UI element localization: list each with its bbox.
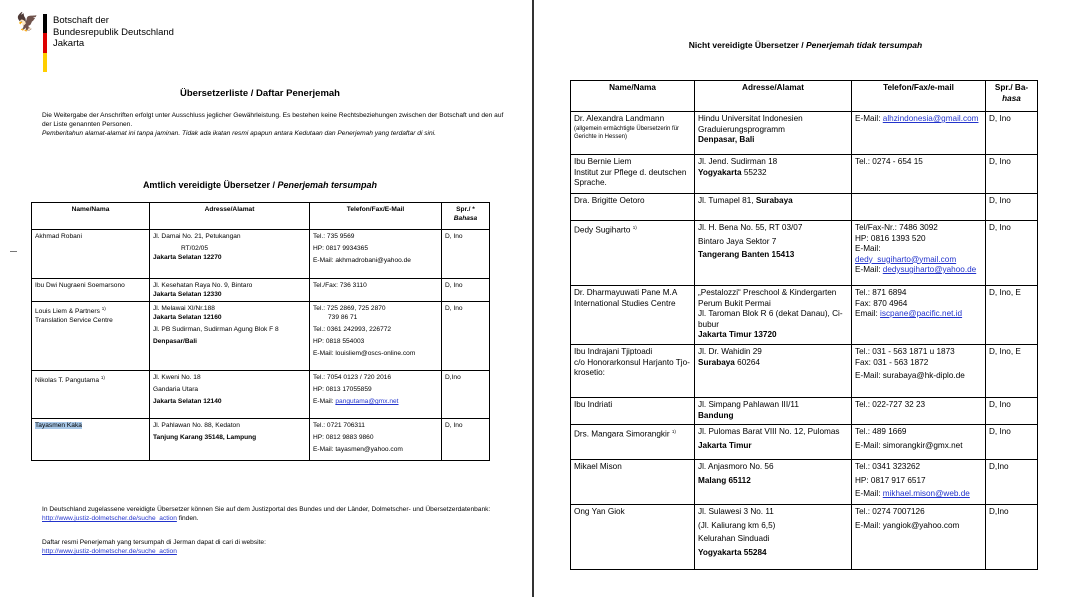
federal-eagle-icon: 🦅 xyxy=(16,12,39,32)
cell-name: Ong Yan Giok xyxy=(571,505,695,570)
embassy-line: Botschaft der xyxy=(53,15,109,26)
section-title-id: Penerjemah tersumpah xyxy=(277,180,378,190)
header-contact: Telefon/Fax/E-Mail xyxy=(310,203,442,230)
address-line: RT/02/05 xyxy=(181,245,209,252)
cell-contact xyxy=(852,460,986,505)
cell-language: D, Ino xyxy=(442,419,490,461)
email-link[interactable]: iscpane@pacific.net.id xyxy=(880,309,963,318)
cell-name xyxy=(571,112,695,155)
cell-contact xyxy=(310,419,442,461)
left-document-page xyxy=(0,0,520,597)
justiz-portal-link[interactable]: http://www.justiz-dolmetscher.de/suche_action xyxy=(42,548,177,555)
phone: Tel.: 725 2869, 725 2870 xyxy=(313,305,386,312)
phone: Tel.: 489 1669 xyxy=(855,427,907,436)
postal-code: 60264 xyxy=(737,357,760,367)
table-row xyxy=(571,194,1038,221)
address-city: Malang 65112 xyxy=(698,475,751,485)
address-city: Denpasar, Bali xyxy=(698,135,755,144)
header-language-2: hasa xyxy=(1002,93,1021,103)
address-city: Jakarta Selatan 12140 xyxy=(153,398,222,405)
address-line: (Jl. Kaliurang km 6,5) xyxy=(698,520,776,530)
footer-indonesian xyxy=(42,538,512,556)
section-title-de: Amtlich vereidigte Übersetzer / xyxy=(142,180,275,190)
address-line: Jl. PB Sudirman, Sudirman Agung Blok F 8 xyxy=(153,326,279,333)
address-line: Jl. Sulawesi 3 No. 11 xyxy=(698,507,774,516)
cell-contact: Tel.: 022-727 32 23 xyxy=(852,398,986,425)
email-link[interactable]: mikhael.mison@web.de xyxy=(882,489,970,498)
cell-address xyxy=(695,460,852,505)
section-title xyxy=(540,40,1071,50)
header-contact: Telefon/Fax/e-mail xyxy=(852,81,986,112)
header-language-1: Spr./ * xyxy=(456,206,475,213)
table-row xyxy=(32,302,490,371)
cell-address xyxy=(695,505,852,570)
cell-language: D, Ino xyxy=(986,221,1038,286)
cell-language: D,Ino xyxy=(442,371,490,419)
cell-name xyxy=(32,371,150,419)
table-row xyxy=(32,371,490,419)
cell-language: D, Ino xyxy=(442,279,490,302)
email-label: Email: xyxy=(855,309,878,318)
header-language xyxy=(442,203,490,230)
cell-address xyxy=(695,221,852,286)
email: E-Mail: yangiok@yahoo.com xyxy=(855,520,960,530)
cell-language: D, Ino, E xyxy=(986,345,1038,398)
cell-contact xyxy=(852,286,986,345)
address-city: Jakarta Timur xyxy=(698,440,752,450)
cell-name xyxy=(32,302,150,371)
embassy-header xyxy=(53,15,174,50)
address-city: Yogyakarta 55284 xyxy=(698,547,767,557)
table-row xyxy=(571,112,1038,155)
table-header-row xyxy=(571,81,1038,112)
table-row xyxy=(571,286,1038,345)
cell-contact: Tel.: 0274 - 654 15 xyxy=(852,155,986,194)
name-line: Drs. Mangara Simorangkir xyxy=(574,429,670,439)
cell-address xyxy=(150,230,310,279)
name-line: Louis Liem & Partners xyxy=(35,308,100,316)
cell-contact xyxy=(852,112,986,155)
cell-contact xyxy=(852,345,986,398)
email: E-Mail: akhmadrobani@yahoo.de xyxy=(313,257,411,264)
cell-name xyxy=(571,155,695,194)
address-city: Tanjung Karang 35148, Lampung xyxy=(153,434,257,441)
footer-text: Daftar resmi Penerjemah yang tersumpah di Jerman dapat di cari di website: xyxy=(42,539,266,546)
table-row xyxy=(571,155,1038,194)
email-link[interactable]: dedysugiharto@yahoo.de xyxy=(882,265,977,274)
name-line: Nikolas T. Pangutama xyxy=(35,377,100,385)
footnote-mark: 1) xyxy=(100,375,105,380)
intro-german: Die Weitergabe der Anschriften erfolgt unter Ausschluss jeglicher Gewährleistung. Es bestehen keine Rechtsbeziehungen zwischen der Botschaft und den auf der Liste genannten Personen. xyxy=(42,112,504,128)
table-row xyxy=(32,230,490,279)
cell-address xyxy=(695,286,852,345)
address-line: Jl. Melawai XI/Nr.188 xyxy=(153,305,215,312)
cell-address xyxy=(695,425,852,460)
address-city: Surabaya xyxy=(755,196,793,205)
address-line: Graduierungsprogramm xyxy=(698,124,785,134)
cell-contact xyxy=(852,221,986,286)
mobile: HP: 0812 9883 9860 xyxy=(313,434,374,441)
address-line: Perum Bukit Permai xyxy=(698,298,771,308)
cell-contact xyxy=(852,505,986,570)
address-line: Jl. Damai No. 21, Petukangan xyxy=(153,233,241,240)
name-line: Dr. Alexandra Landmann xyxy=(574,114,665,123)
phone: Tel/Fax-Nr.: 7486 3092 xyxy=(855,223,938,232)
section-title-id: Penerjemah tidak tersumpah xyxy=(805,40,923,50)
name-line: Ibu Bernie Liem xyxy=(574,157,632,166)
table-row xyxy=(32,279,490,302)
page-divider xyxy=(520,0,540,597)
cell-language: D, Ino, E xyxy=(986,286,1038,345)
email-label: E-Mail: xyxy=(855,114,881,123)
phone: Tel.: 0341 323262 xyxy=(855,462,921,471)
cell-address xyxy=(150,419,310,461)
name-line: c/o Honorarkonsul Harjanto Tjo-krosetio: xyxy=(574,357,690,377)
postal-code: 55232 xyxy=(743,167,767,177)
table-row xyxy=(32,419,490,461)
cell-address xyxy=(695,112,852,155)
address-city: Jakarta Selatan 12270 xyxy=(153,254,222,261)
mobile: HP: 0818 554003 xyxy=(313,338,365,345)
cell-address xyxy=(695,155,852,194)
table-row xyxy=(571,345,1038,398)
cell-language: D, Ino xyxy=(986,425,1038,460)
email-label: E-Mail: xyxy=(855,265,881,274)
phone: 739 86 71 xyxy=(328,314,358,321)
table-row xyxy=(571,505,1038,570)
cell-address xyxy=(150,279,310,302)
email: E-Mail: simorangkir@gmx.net xyxy=(855,440,963,450)
mobile: HP: 0813 17055859 xyxy=(313,386,372,393)
email-label: E-Mail: xyxy=(313,398,334,405)
cell-name xyxy=(32,419,150,461)
address-line: „Pestalozzi“ Preschool & Kindergarten xyxy=(698,288,837,297)
cell-language: D, Ino xyxy=(442,302,490,371)
cell-address xyxy=(695,194,852,221)
cell-name xyxy=(571,425,695,460)
table-row xyxy=(571,460,1038,505)
cell-address xyxy=(150,371,310,419)
address-line: Kelurahan Sinduadi xyxy=(698,534,770,543)
address-line: Jl. Anjasmoro No. 56 xyxy=(698,462,774,471)
name-line: Dedy Sugiharto xyxy=(574,225,631,235)
cell-contact xyxy=(852,194,986,221)
footer-german xyxy=(42,505,512,523)
header-language-1: Spr./ Ba- xyxy=(994,83,1029,92)
cell-name xyxy=(571,286,695,345)
non-sworn-translators-table xyxy=(570,80,1038,570)
email: E-Mail: tayasmen@yahoo.com xyxy=(313,446,403,453)
address-line: Jl. Kweni No. 18 xyxy=(153,374,201,381)
cell-address xyxy=(695,398,852,425)
email-link[interactable]: pangutama@gmx.net xyxy=(335,398,399,405)
cell-language: D,Ino xyxy=(986,460,1038,505)
cell-language: D, Ino xyxy=(986,194,1038,221)
section-title xyxy=(0,180,520,190)
cell-name: Mikael Mison xyxy=(571,460,695,505)
name-line: Ibu Indrajani Tjiptoadi xyxy=(574,347,653,356)
phone: Tel.: 031 - 563 1871 u 1873 xyxy=(855,347,955,356)
phone: Tel.: 7054 0123 / 720 2016 xyxy=(313,374,392,381)
address-line: Jl. Tumapel 81, xyxy=(698,196,754,205)
address-line: Jl. Dr. Wahidin 29 xyxy=(698,347,762,356)
address-city: Yogyakarta xyxy=(698,167,742,177)
header-address: Adresse/Alamat xyxy=(150,203,310,230)
intro-text xyxy=(42,111,512,138)
table-header-row xyxy=(32,203,490,230)
mobile: HP: 0816 1393 520 xyxy=(855,233,926,243)
address-line: Jl. Simpang Pahlawan III/11 xyxy=(698,400,799,409)
email: E-Mail: louisliem@oscs-online.com xyxy=(313,350,416,357)
address-line: Jl. Kesehatan Raya No. 9, Bintaro xyxy=(153,282,253,289)
footnote-mark: 1) xyxy=(101,306,106,311)
cell-contact xyxy=(852,425,986,460)
phone: Tel.: 735 9569 xyxy=(313,233,355,240)
cell-language: D, Ino xyxy=(986,112,1038,155)
cell-name: Dra. Brigitte Oetoro xyxy=(571,194,695,221)
table-row xyxy=(571,425,1038,460)
section-title-de: Nicht vereidigte Übersetzer / xyxy=(688,40,804,50)
mobile: HP: 0817 9934365 xyxy=(313,245,368,252)
email-label: E-Mail: xyxy=(855,489,881,498)
cell-name xyxy=(571,345,695,398)
address-line: Jl. H. Bena No. 55, RT 03/07 xyxy=(698,223,803,232)
address-line: Jl. Pulomas Barat VIII No. 12, Pulomas xyxy=(698,427,840,436)
address-line: Jl. Jend. Sudirman 18 xyxy=(698,157,778,166)
phone: Tel.: 0361 242993, 226772 xyxy=(313,326,392,333)
header-address: Adresse/Alamat xyxy=(695,81,852,112)
address-line: Jl. Pahlawan No. 88, Kedaton xyxy=(153,422,240,429)
cell-name xyxy=(571,221,695,286)
fax: Fax: 870 4964 xyxy=(855,298,908,308)
justiz-portal-link[interactable]: http://www.justiz-dolmetscher.de/suche_action xyxy=(42,515,177,522)
page-title: Übersetzerliste / Daftar Penerjemah xyxy=(180,88,340,99)
footnote-mark: 1) xyxy=(632,225,637,230)
embassy-line: Jakarta xyxy=(53,38,85,49)
cell-address xyxy=(150,302,310,371)
margin-mark xyxy=(10,251,17,252)
address-city: Jakarta Selatan 12330 xyxy=(153,291,222,298)
intro-indonesian: Pemberitahun alamat-alamat ini tanpa jaminan. Tidak ada ikatan resmi apapun antara Kedutaan dan Penerjemah yang terdaftar di sini. xyxy=(42,130,436,137)
name-line: Institut zur Pflege d. deutschen Sprache. xyxy=(574,167,687,187)
selected-name[interactable]: Tayasmen Kaka xyxy=(35,422,82,429)
cell-language: D, Ino xyxy=(986,155,1038,194)
header-language xyxy=(986,81,1038,112)
header-language-2: Bahasa xyxy=(453,215,478,222)
cell-language: D, Ino xyxy=(442,230,490,279)
cell-contact: Tel./Fax: 736 3110 xyxy=(310,279,442,302)
name-line: Dr. Dharmayuwati Pane M.A xyxy=(574,288,678,297)
address-city: Tangerang Banten 15413 xyxy=(698,250,795,259)
cell-contact xyxy=(310,302,442,371)
address-line: Jl. Taroman Blok R 6 (dekat Danau), Ci-bubur xyxy=(698,309,843,329)
phone: Tel.: 0274 7007126 xyxy=(855,507,925,516)
header-name: Name/Nama xyxy=(32,203,150,230)
cell-contact xyxy=(310,371,442,419)
address-line: Hindu Universitat Indonesien xyxy=(698,114,803,123)
cell-language: D,Ino xyxy=(986,505,1038,570)
phone: Tel.: 871 6894 xyxy=(855,288,907,297)
right-document-page xyxy=(540,0,1071,597)
address-city: Bandung xyxy=(698,410,734,420)
address-city: Surabaya xyxy=(698,357,735,367)
name-line: Translation Service Centre xyxy=(35,317,113,325)
table-row xyxy=(571,398,1038,425)
header-name: Name/Nama xyxy=(571,81,695,112)
cell-address xyxy=(695,345,852,398)
table-row xyxy=(571,221,1038,286)
address-city: Denpasar/Bali xyxy=(153,338,197,345)
footer-text: finden. xyxy=(176,515,199,522)
footer-text: In Deutschland zugelassene vereidigte Übersetzer können Sie auf dem Justizportal des Bundes und der Länder, Dolmetscher- und Übersetzerdatenbank: xyxy=(42,506,491,513)
name-note: (allgemein ermächtigte Übersetzerin für Gerichte in Hessen) xyxy=(574,125,680,140)
cell-name: Ibu Dwi Nugraeni Soemarsono xyxy=(32,279,150,302)
email-link[interactable]: alhzindonesia@gmail.com xyxy=(882,114,979,123)
cell-contact xyxy=(310,230,442,279)
cell-language: D, Ino xyxy=(986,398,1038,425)
phone: Tel.: 0721 706311 xyxy=(313,422,365,429)
email: E-Mail: surabaya@hk-diplo.de xyxy=(855,371,965,380)
name-line: International Studies Centre xyxy=(574,298,676,308)
cell-name: Akhmad Robani xyxy=(32,230,150,279)
mobile: HP: 0817 917 6517 xyxy=(855,475,926,485)
embassy-line: Bundesrepublik Deutschland xyxy=(53,26,174,38)
email-link[interactable]: dedy_sugiharto@ymail.com xyxy=(855,254,957,264)
address-line: Gandaria Utara xyxy=(153,386,199,393)
footnote-mark: 1) xyxy=(671,429,676,434)
address-line: Bintaro Jaya Sektor 7 xyxy=(698,236,777,246)
fax: Fax: 031 - 563 1872 xyxy=(855,357,929,367)
email-label: E-Mail: xyxy=(855,244,881,253)
cell-name: Ibu Indriati xyxy=(571,398,695,425)
address-city: Jakarta Timur 13720 xyxy=(698,330,777,339)
sworn-translators-table xyxy=(31,202,490,461)
german-flag-icon xyxy=(43,14,47,72)
address-city: Jakarta Selatan 12160 xyxy=(153,314,222,321)
